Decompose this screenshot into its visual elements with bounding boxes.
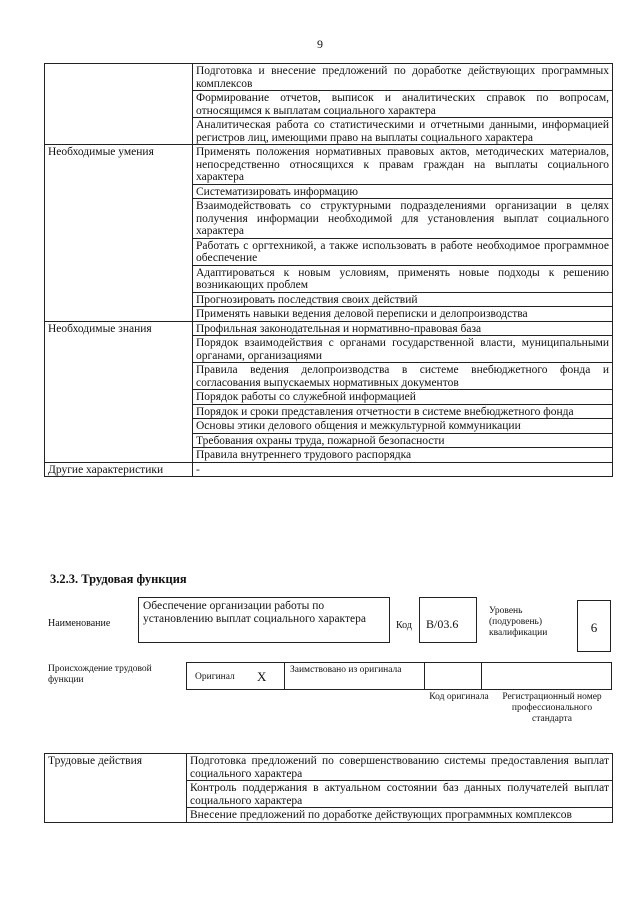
requirements-row <box>45 321 613 336</box>
requirements-item: Применять навыки ведения деловой переписки и делопроизводства <box>193 307 613 322</box>
requirements-item: Адаптироваться к новым условиям, применять новые подходы к решению возникающих проблем <box>193 265 613 292</box>
requirements-item: Прогнозировать последствия своих действий <box>193 292 613 307</box>
original-cell <box>186 662 285 690</box>
requirements-item: Порядок работы со служебной информацией <box>193 390 613 405</box>
requirements-row <box>45 462 613 477</box>
requirements-item: Взаимодействовать со структурными подразделениями организации в целях получения информации необходимой для установления выплат социального характера <box>193 199 613 239</box>
original-code-cell <box>424 662 482 690</box>
borrowed-label: Заимствовано из оригинала <box>290 665 402 675</box>
requirements-item: Подготовка и внесение предложений по доработке действующих программных комплексов <box>193 64 613 91</box>
requirements-item: Систематизировать информацию <box>193 184 613 199</box>
requirements-item: Правила ведения делопроизводства в системе внебюджетного фонда и согласования выпускаемых нормативных документов <box>193 363 613 390</box>
code-caption: Код оригинала <box>429 692 489 702</box>
requirements-item: Аналитическая работа со статистическими и отчетными данными, информацией регистров лиц, имеющими право на выплаты социального характера <box>193 118 613 145</box>
borrowed-cell <box>284 662 425 690</box>
requirements-item: - <box>193 462 613 477</box>
requirements-item: Применять положения нормативных правовых актов, методических материалов, непосредственно относящихся к правам граждан на выплаты социального характера <box>193 145 613 185</box>
code-value: В/03.6 <box>426 617 459 631</box>
labor-actions-group-label: Трудовые действия <box>45 754 187 823</box>
labor-actions-table <box>44 753 613 823</box>
code-box <box>419 597 477 643</box>
function-name-box <box>138 597 390 643</box>
original-label: Оригинал <box>195 672 235 682</box>
requirements-item: Формирование отчетов, выписок и аналитических справок по вопросам, относящимся к выплатам социального характера <box>193 91 613 118</box>
reg-number-cell <box>481 662 612 690</box>
requirements-row <box>45 145 613 185</box>
requirements-group-label: Необходимые умения <box>45 145 193 322</box>
labor-actions-item: Внесение предложений по доработке действующих программных комплексов <box>187 808 613 823</box>
requirements-group-label: Необходимые знания <box>45 321 193 462</box>
section-heading: 3.2.3. Трудовая функция <box>50 572 187 586</box>
requirements-table <box>44 63 613 477</box>
page-number: 9 <box>317 37 323 51</box>
function-name-value: Обеспечение организации работы по установлению выплат социального характера <box>143 600 366 625</box>
level-label: Уровень (подуровень) квалификации <box>489 606 548 638</box>
name-label: Наименование <box>48 618 111 629</box>
requirements-item: Основы этики делового общения и межкультурной коммуникации <box>193 419 613 434</box>
requirements-group-label <box>45 64 193 145</box>
level-box <box>577 600 611 652</box>
labor-actions-item: Контроль поддержания в актуальном состоянии баз данных получателей выплат социального характера <box>187 781 613 808</box>
original-mark: X <box>257 669 267 684</box>
requirements-item: Порядок и сроки представления отчетности в системе внебюджетного фонда <box>193 404 613 419</box>
requirements-item: Требования охраны труда, пожарной безопасности <box>193 433 613 448</box>
labor-actions-item: Подготовка предложений по совершенствованию системы предоставления выплат социального характера <box>187 754 613 781</box>
requirements-item: Профильная законодательная и нормативно-правовая база <box>193 321 613 336</box>
requirements-group-label: Другие характеристики <box>45 462 193 477</box>
code-label: Код <box>396 620 412 631</box>
labor-actions-row <box>45 754 613 781</box>
origin-label: Происхождение трудовой функции <box>48 664 152 685</box>
requirements-item: Правила внутреннего трудового распорядка <box>193 448 613 463</box>
requirements-item: Работать с оргтехникой, а также использовать в работе необходимое программное обеспечение <box>193 238 613 265</box>
level-value: 6 <box>590 620 598 635</box>
reg-caption: Регистрационный номер профессионального стандарта <box>502 692 602 724</box>
requirements-row <box>45 64 613 91</box>
requirements-item: Порядок взаимодействия с органами государственной власти, муниципальными органами, организациями <box>193 336 613 363</box>
